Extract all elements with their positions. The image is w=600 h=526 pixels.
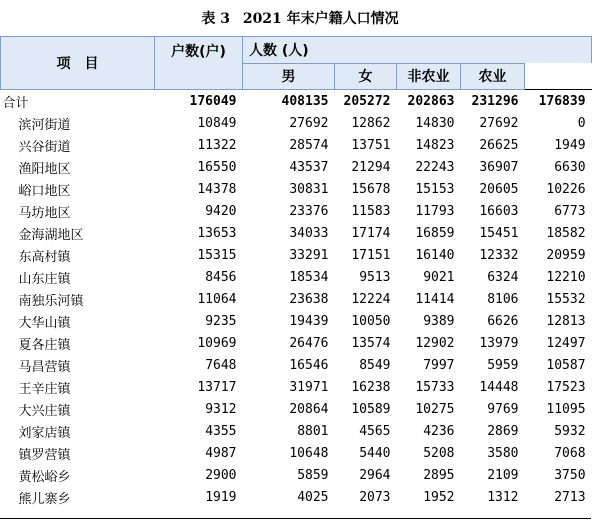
cell-agri: 5932	[554, 423, 586, 439]
cell-non-agri: 14448	[479, 379, 519, 395]
cell-female: 11793	[415, 203, 455, 219]
cell-female: 15153	[415, 181, 455, 197]
cell-households: 13717	[197, 379, 237, 395]
header-item: 项 目	[1, 37, 155, 90]
cell-male: 12862	[351, 115, 391, 131]
cell-households: 7648	[205, 357, 237, 373]
table-row	[1, 376, 592, 398]
table-row	[1, 112, 592, 134]
cell-agri: 6773	[554, 203, 586, 219]
cell-name: 夏各庄镇	[18, 337, 71, 353]
header-population: 人数 (人)	[243, 37, 592, 64]
total-row	[1, 90, 592, 113]
cell-agri: 20959	[546, 247, 586, 263]
cell-name: 峪口地区	[18, 183, 71, 199]
cell-male: 21294	[351, 159, 391, 175]
table-row	[1, 288, 592, 310]
header-non-agri: 非农业	[397, 63, 461, 90]
table-row	[1, 266, 592, 288]
cell-male: 10589	[351, 401, 391, 417]
cell-male: 17151	[351, 247, 391, 263]
cell-non-agri: 231296	[461, 90, 525, 113]
table-row	[1, 156, 592, 178]
cell-non-agri: 36907	[479, 159, 519, 175]
cell-population: 4025	[297, 489, 329, 505]
cell-female: 12902	[415, 335, 455, 351]
cell-households: 9235	[205, 313, 237, 329]
cell-name: 刘家店镇	[18, 425, 71, 441]
cell-female: 7997	[423, 357, 455, 373]
cell-households: 10969	[197, 335, 237, 351]
cell-agri: 7068	[554, 445, 586, 461]
table-row	[1, 222, 592, 244]
table-row	[1, 178, 592, 200]
cell-non-agri: 16603	[479, 203, 519, 219]
cell-female: 14830	[415, 115, 455, 131]
cell-agri: 176839	[525, 90, 592, 113]
cell-non-agri: 1312	[487, 489, 519, 505]
table-row	[1, 332, 592, 354]
cell-female: 2895	[423, 467, 455, 483]
cell-population: 5859	[297, 467, 329, 483]
cell-female: 9389	[423, 313, 455, 329]
cell-female: 4236	[423, 423, 455, 439]
table-number: 表 3	[201, 11, 230, 27]
cell-households: 8456	[205, 269, 237, 285]
cell-female: 1952	[423, 489, 455, 505]
cell-households: 10849	[197, 115, 237, 131]
cell-name: 滨河街道	[18, 117, 71, 133]
table-row	[1, 134, 592, 156]
cell-population: 20864	[289, 401, 329, 417]
cell-agri: 0	[577, 115, 586, 131]
cell-agri: 3750	[554, 467, 586, 483]
cell-population: 34033	[289, 225, 329, 241]
cell-female: 202863	[397, 90, 461, 113]
cell-population: 408135	[243, 90, 335, 113]
cell-male: 10050	[351, 313, 391, 329]
cell-population: 18534	[289, 269, 329, 285]
cell-name: 大兴庄镇	[18, 403, 71, 419]
cell-agri: 15532	[546, 291, 586, 307]
cell-population: 31971	[289, 379, 329, 395]
cell-name: 王辛庄镇	[18, 381, 71, 397]
header-households: 户数(户)	[155, 37, 243, 90]
cell-agri: 6630	[554, 159, 586, 175]
cell-non-agri: 13979	[479, 335, 519, 351]
cell-name: 黄松峪乡	[18, 469, 71, 485]
cell-households: 13653	[197, 225, 237, 241]
cell-population: 43537	[289, 159, 329, 175]
cell-name: 大华山镇	[18, 315, 71, 331]
table-row	[1, 420, 592, 442]
cell-name: 熊儿寨乡	[18, 491, 71, 507]
cell-households: 9312	[205, 401, 237, 417]
cell-households: 16550	[197, 159, 237, 175]
cell-male: 9513	[359, 269, 391, 285]
cell-name: 东高村镇	[18, 249, 71, 265]
cell-female: 15733	[415, 379, 455, 395]
table-body	[1, 90, 592, 509]
cell-non-agri: 12332	[479, 247, 519, 263]
cell-households: 4355	[205, 423, 237, 439]
cell-female: 10275	[415, 401, 455, 417]
table-caption: 2021 年末户籍人口情况	[242, 11, 399, 27]
table-row	[1, 486, 592, 508]
cell-non-agri: 27692	[479, 115, 519, 131]
cell-name: 渔阳地区	[18, 161, 71, 177]
cell-name: 山东庄镇	[18, 271, 71, 287]
table-row	[1, 354, 592, 376]
table-row	[1, 310, 592, 332]
cell-non-agri: 9769	[487, 401, 519, 417]
cell-male: 4565	[359, 423, 391, 439]
cell-female: 9021	[423, 269, 455, 285]
cell-male: 13751	[351, 137, 391, 153]
cell-male: 8549	[359, 357, 391, 373]
cell-male: 2964	[359, 467, 391, 483]
table-row	[1, 464, 592, 486]
cell-female: 16140	[415, 247, 455, 263]
cell-households: 176049	[155, 90, 243, 113]
cell-female: 11414	[415, 291, 455, 307]
header-male: 男	[243, 63, 335, 90]
cell-agri: 17523	[546, 379, 586, 395]
cell-agri: 12210	[546, 269, 586, 285]
cell-non-agri: 8106	[487, 291, 519, 307]
cell-male: 13574	[351, 335, 391, 351]
cell-non-agri: 15451	[479, 225, 519, 241]
cell-name: 马昌营镇	[18, 359, 71, 375]
cell-population: 23376	[289, 203, 329, 219]
cell-male: 16238	[351, 379, 391, 395]
cell-households: 1919	[205, 489, 237, 505]
cell-name: 金海湖地区	[18, 227, 84, 243]
cell-non-agri: 6626	[487, 313, 519, 329]
cell-non-agri: 2109	[487, 467, 519, 483]
table-row	[1, 398, 592, 420]
cell-male: 17174	[351, 225, 391, 241]
cell-non-agri: 6324	[487, 269, 519, 285]
cell-agri: 11095	[546, 401, 586, 417]
cell-households: 2900	[205, 467, 237, 483]
cell-population: 16546	[289, 357, 329, 373]
table-row	[1, 200, 592, 222]
cell-population: 30831	[289, 181, 329, 197]
cell-agri: 10226	[546, 181, 586, 197]
cell-agri: 2713	[554, 489, 586, 505]
cell-households: 11322	[197, 137, 237, 153]
cell-agri: 18582	[546, 225, 586, 241]
cell-name: 马坊地区	[18, 205, 71, 221]
cell-population: 10648	[289, 445, 329, 461]
cell-households: 9420	[205, 203, 237, 219]
cell-female: 5208	[423, 445, 455, 461]
cell-non-agri: 2869	[487, 423, 519, 439]
population-table	[0, 36, 592, 508]
cell-population: 28574	[289, 137, 329, 153]
cell-households: 14378	[197, 181, 237, 197]
cell-male: 5440	[359, 445, 391, 461]
table-title	[0, 8, 600, 28]
cell-male: 12224	[351, 291, 391, 307]
cell-male: 15678	[351, 181, 391, 197]
cell-female: 22243	[415, 159, 455, 175]
cell-male: 205272	[335, 90, 397, 113]
cell-non-agri: 5959	[487, 357, 519, 373]
cell-population: 27692	[289, 115, 329, 131]
cell-households: 11064	[197, 291, 237, 307]
cell-population: 33291	[289, 247, 329, 263]
cell-name: 兴谷街道	[18, 139, 71, 155]
cell-name: 镇罗营镇	[18, 447, 71, 463]
table-row	[1, 244, 592, 266]
header-female: 女	[335, 63, 397, 90]
cell-households: 4987	[205, 445, 237, 461]
cell-population: 8801	[297, 423, 329, 439]
cell-male: 2073	[359, 489, 391, 505]
cell-name: 南独乐河镇	[18, 293, 84, 309]
cell-population: 26476	[289, 335, 329, 351]
cell-households: 15315	[197, 247, 237, 263]
cell-female: 14823	[415, 137, 455, 153]
cell-agri: 10587	[546, 357, 586, 373]
cell-agri: 12813	[546, 313, 586, 329]
cell-non-agri: 20605	[479, 181, 519, 197]
cell-non-agri: 3580	[487, 445, 519, 461]
cell-male: 11583	[351, 203, 391, 219]
cell-name: 合计	[1, 90, 155, 113]
cell-population: 23638	[289, 291, 329, 307]
table-row	[1, 442, 592, 464]
cell-non-agri: 26625	[479, 137, 519, 153]
cell-agri: 1949	[554, 137, 586, 153]
cell-agri: 12497	[546, 335, 586, 351]
cell-population: 19439	[289, 313, 329, 329]
bottom-rule	[0, 518, 591, 519]
cell-female: 16859	[415, 225, 455, 241]
header-agri: 农业	[461, 63, 525, 90]
